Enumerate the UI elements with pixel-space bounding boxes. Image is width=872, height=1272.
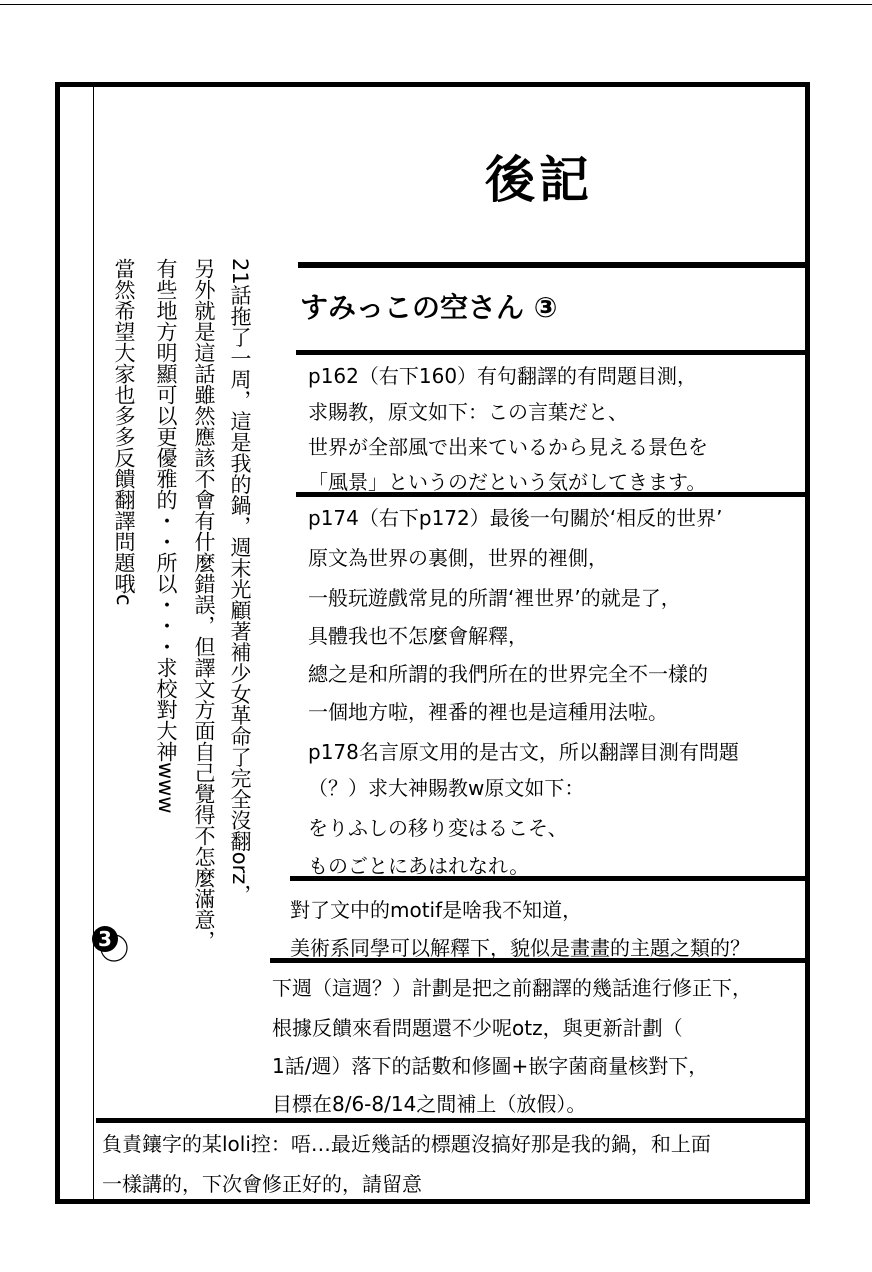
vertical-note-3: 有些地方明顯可以更優雅的・・所以・・・求校對大神www: [154, 258, 178, 814]
text-line: 求賜教，原文如下：この言葉だと、: [308, 400, 628, 424]
text-line: 原文為世界の裏側，世界的裡側，: [308, 546, 608, 570]
subtitle: すみっこの空さん ③: [300, 291, 558, 324]
block-bar-1: [296, 350, 806, 355]
top-rule: [0, 4, 872, 5]
text-line: 「風景」というのだという気がしてきます。: [308, 470, 707, 494]
text-line: p174（右下p172）最後一句關於‘相反的世界’: [308, 506, 723, 530]
text-line: 1話/週）落下的話數和修圖+嵌字菌商量核對下，: [272, 1054, 709, 1078]
page-title: 後記: [485, 151, 593, 209]
text-line: （？）求大神賜教w原文如下：: [308, 776, 585, 800]
block-bar-5: [96, 1118, 806, 1123]
footer-line: 一樣講的，下次會修正好的，請留意: [102, 1172, 422, 1196]
text-line: 美術系同學可以解釋下，貌似是畫畫的主題之類的？: [290, 936, 750, 960]
text-line: 總之是和所謂的我們所在的世界完全不一樣的: [308, 662, 708, 686]
text-line: 一個地方啦，裡番的裡也是這種用法啦。: [308, 700, 668, 724]
vertical-note-4: 當然希望大家也多多反饋翻譯問題哦c: [112, 258, 136, 606]
text-line: 世界が全部風で出来ているから見える景色を: [308, 435, 708, 459]
text-line: p162（右下160）有句翻譯的有問題目測，: [308, 364, 698, 388]
text-line: 根據反饋來看問題還不少呢otz，與更新計劃（: [272, 1016, 683, 1040]
text-line: 目標在8/6-8/14之間補上（放假）。: [272, 1092, 587, 1116]
text-line: 具體我也不怎麼會解釋，: [308, 624, 528, 648]
footer-line: 負責鑲字的某loli控：唔…最近幾話的標題沒搞好那是我的鍋，和上面: [102, 1132, 711, 1156]
section-bar: [298, 262, 806, 268]
text-line: ものごとにあはれなれ。: [308, 854, 530, 878]
text-line: 一般玩遊戲常見的所謂‘裡世界’的就是了，: [308, 586, 681, 610]
text-line: 對了文中的motif是啥我不知道，: [290, 898, 583, 922]
vertical-note-2: 另外就是這話雖然應該不會有什麼錯誤，但譯文方面自己覺得不怎麼滿意，: [192, 258, 216, 951]
vertical-note-1: 21話拖了一周，這是我的鍋，週末光顧著補少女革命了完全沒翻orz，: [228, 258, 252, 906]
text-line: 下週（這週？）計劃是把之前翻譯的幾話進行修正下，: [272, 976, 752, 1000]
page-number-badge: [90, 922, 130, 962]
text-line: p178名言原文用的是古文，所以翻譯目測有問題: [308, 740, 739, 764]
inner-margin-line: [93, 87, 94, 1203]
text-line: をりふしの移り変はるこそ、: [308, 816, 568, 840]
page-number: 3: [98, 927, 112, 951]
